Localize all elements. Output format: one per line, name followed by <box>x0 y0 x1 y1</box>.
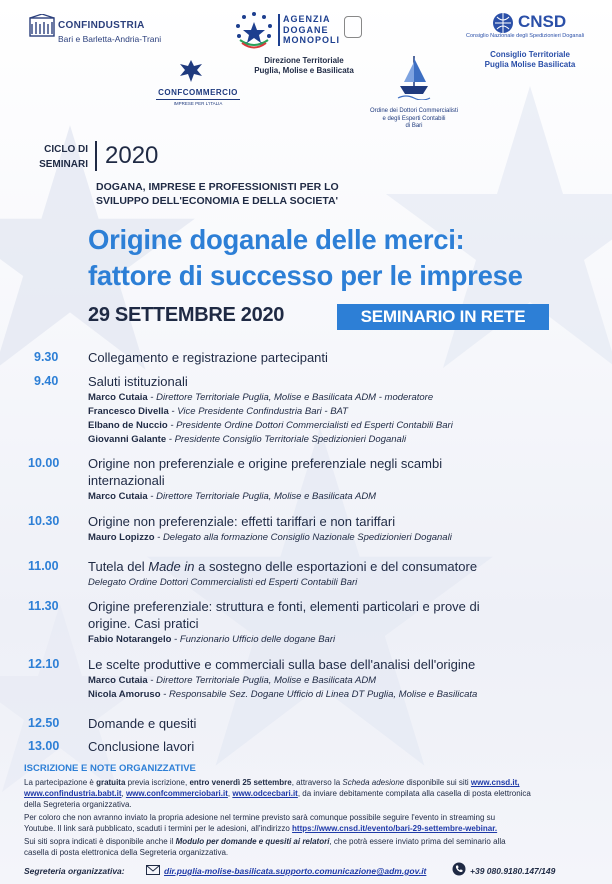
cnsd-globe-icon <box>492 12 514 34</box>
streaming-paragraph: Per coloro che non avranno inviato la propria adesione nel termine previsto sarà comunque possibile seguire l'evento in streaming su Youtube. Il link sarà pubblicato, scaduti i termini per le adesioni, all'indirizzo https://www.cnsd.it/evento/bari-29-settembre-webinar. <box>24 813 498 833</box>
confcommercio-eagle-icon <box>178 58 204 84</box>
programme-time: 11.30 <box>28 599 59 613</box>
programme-time: 10.00 <box>28 456 60 470</box>
programme-topic: Origine preferenziale: struttura e fonti, elementi particolari e prove di <box>88 599 480 614</box>
speaker: Marco Cutaia - Direttore Territoriale Puglia, Molise e Basilicata ADM <box>88 675 377 686</box>
confcommercio-site-link[interactable]: www.confcommerciobari.it <box>125 789 228 798</box>
questions-paragraph: Sui siti sopra indicati è disponibile anche il Modulo per domande e quesiti ai relatori, che potrà essere inviato prima del seminario alla casella di posta elettronica della Segreteria organizzativa. <box>24 837 506 857</box>
programme-topic: Domande e quesiti <box>88 716 197 731</box>
event-mode-badge: SEMINARIO IN RETE <box>337 304 549 330</box>
secretariat-email[interactable]: dir.puglia-molise-basilicata.supporto.comunicazione@adm.gov.it <box>164 866 427 876</box>
confindustria-site-link[interactable]: www.confindustria.babt.it <box>24 789 122 798</box>
programme-topic: Collegamento e registrazione partecipanti <box>88 350 328 365</box>
programme-topic-continued: origine. Casi pratici <box>88 616 199 631</box>
programme-time: 12.50 <box>28 716 60 730</box>
cnsd-territorial-council: Consiglio Territoriale Puglia Molise Basilicata <box>484 50 576 69</box>
programme-topic: Saluti istituzionali <box>88 374 188 389</box>
adm-direction: Direzione Territoriale Puglia, Molise e Basilicata <box>254 56 354 75</box>
speaker: Marco Cutaia - Direttore Territoriale Puglia, Molise e Basilicata ADM <box>88 491 377 502</box>
odcec-ship-icon <box>396 52 432 100</box>
webinar-link[interactable]: https://www.cnsd.it/evento/bari-29-settembre-webinar. <box>292 824 498 833</box>
programme-time: 10.30 <box>28 514 60 528</box>
programme-time: 12.10 <box>28 657 60 671</box>
speaker: Delegato Ordine Dottori Commercialisti ed Esperti Contabili Bari <box>88 577 358 588</box>
event-date: 29 SETTEMBRE 2020 <box>88 304 285 326</box>
confindustria-subname: Bari e Barletta-Andria-Trani <box>58 34 162 44</box>
speaker: Giovanni Galante - Presidente Consiglio Territoriale Spedizionieri Doganali <box>88 434 407 445</box>
adm-wordmark: AGENZIA DOGANE MONOPOLI <box>278 14 340 46</box>
series-label: CICLO DI SEMINARI <box>39 144 88 170</box>
programme-time: 13.00 <box>28 739 60 753</box>
programme-topic: Origine non preferenziale e origine preferenziale negli scambi <box>88 456 443 471</box>
speaker: Marco Cutaia - Direttore Territoriale Puglia, Molise e Basilicata ADM - moderatore <box>88 392 434 403</box>
event-title: Origine doganale delle merci: fattore di successo per le imprese <box>88 224 523 291</box>
programme-topic: Origine non preferenziale: effetti tariffari e non tariffari <box>88 514 396 529</box>
speaker: Fabio Notarangelo - Funzionario Ufficio delle dogane Bari <box>88 634 336 645</box>
speaker: Francesco Divella - Vice Presidente Confindustria Bari - BAT <box>88 406 348 417</box>
italian-republic-emblem-icon <box>344 16 362 38</box>
programme-topic: Tutela del Made in a sostegno delle esportazioni e del consumatore <box>88 559 478 574</box>
confcommercio-subname: IMPRESE PER L'ITALIA <box>156 99 240 106</box>
adm-stars-icon <box>234 10 274 50</box>
programme-topic: Le scelte produttive e commerciali sulla base dell'analisi dell'origine <box>88 657 476 672</box>
programme-time: 9.30 <box>34 350 59 364</box>
cnsd-site-link[interactable]: www.cnsd.it, <box>470 778 520 787</box>
adm-logo <box>234 10 374 78</box>
confindustria-emblem-icon <box>28 14 56 40</box>
registration-title: ISCRIZIONE E NOTE ORGANIZZATIVE <box>24 763 196 774</box>
speaker: Mauro Lopizzo - Delegato alla formazione Consiglio Nazionale Spedizionieri Doganali <box>88 532 452 543</box>
odcec-site-link[interactable]: www.odcecbari.it <box>232 789 298 798</box>
confindustria-name: CONFINDUSTRIA <box>58 20 145 31</box>
cnsd-tagline: Consiglio Nazionale degli Spedizionieri Doganali <box>466 33 585 39</box>
mail-icon <box>146 864 160 876</box>
programme-time: 11.00 <box>28 559 59 573</box>
series-year: 2020 <box>105 142 159 169</box>
phone-icon <box>452 862 466 876</box>
secretariat-label: Segreteria organizzativa: <box>24 866 125 876</box>
secretariat-phone: +39 080.9180.147/149 <box>470 866 556 876</box>
programme-time: 9.40 <box>34 374 59 388</box>
odcec-name: Ordine dei Dottori Commercialisti e degli Esperti Contabili di Bari <box>369 108 459 129</box>
programme-topic: Conclusione lavori <box>88 739 195 754</box>
confcommercio-name: CONFCOMMERCIO <box>158 88 238 97</box>
series-divider <box>95 141 97 171</box>
event-subtitle: DOGANA, IMPRESE E PROFESSIONISTI PER LO SVILUPPO DELL'ECONOMIA E DELLA SOCIETA' <box>96 181 339 207</box>
registration-paragraph: La partecipazione è gratuita previa iscrizione, entro venerdì 25 settembre, attraverso la Scheda adesione disponibile sui siti www.cnsd.it, www.confindustria.babt.it, www.confcommerciobari.it, www.odcecbari.it, da inviare debitamente compilata alla casella di posta elettronica della Segreteria organizzativa. <box>24 778 531 809</box>
cnsd-name: CNSD <box>518 12 567 31</box>
speaker: Elbano de Nuccio - Presidente Ordine Dottori Commercialisti ed Esperti Contabili Bari <box>88 420 453 431</box>
programme-topic-continued: internazionali <box>88 473 165 488</box>
speaker: Nicola Amoruso - Responsabile Sez. Dogane Ufficio di Linea DT Puglia, Molise e Basilicata <box>88 689 478 700</box>
